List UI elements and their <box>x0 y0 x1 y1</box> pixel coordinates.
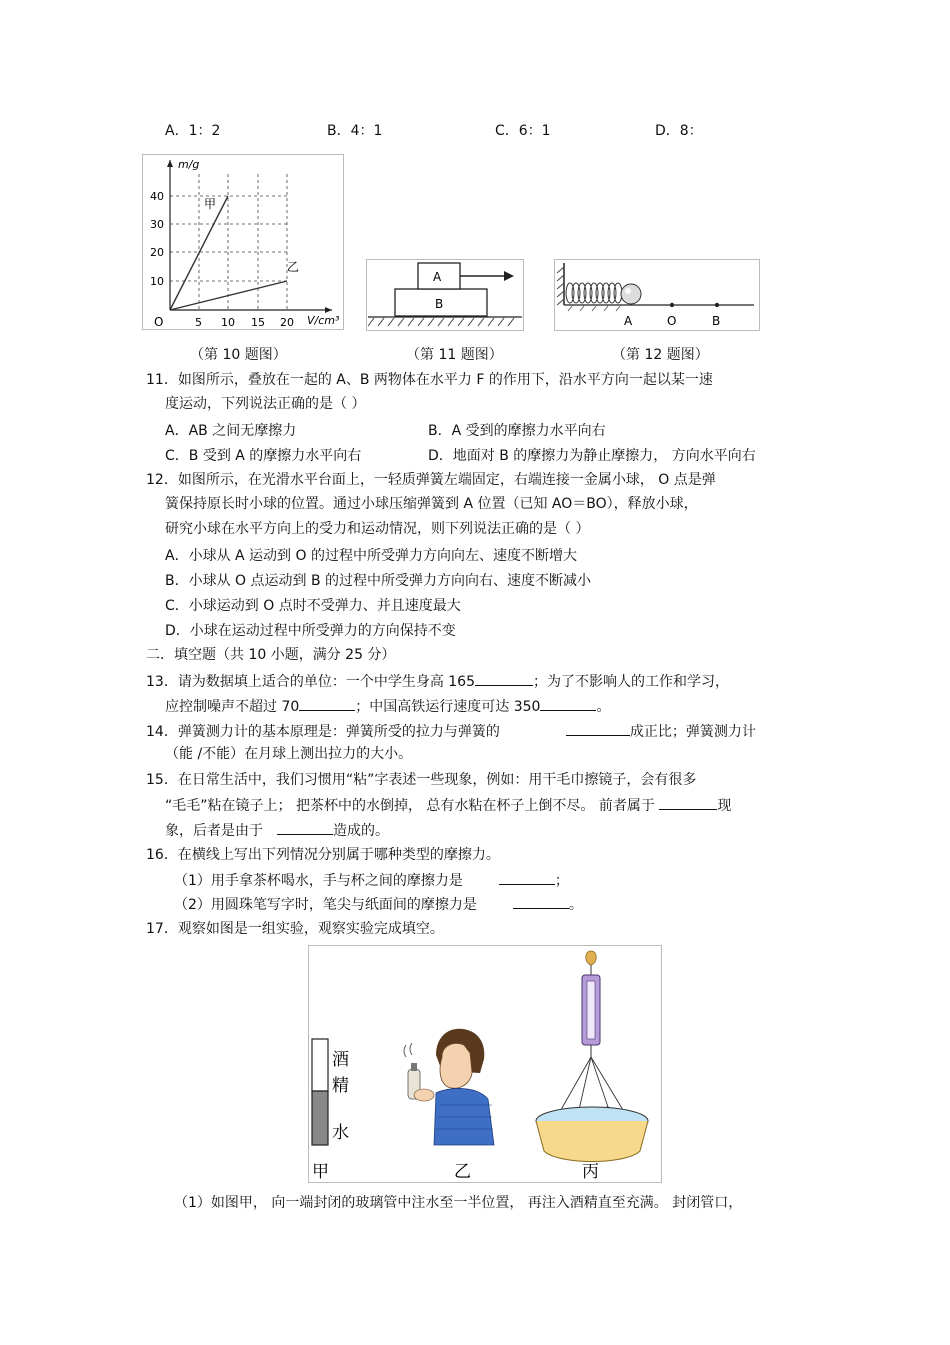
ball-highlight <box>625 288 631 294</box>
boy-face <box>440 1044 472 1089</box>
q13-blank-2[interactable] <box>299 696 355 711</box>
q11-option-b: B．A 受到的摩擦力水平向右 <box>428 423 606 439</box>
q16-blank-2[interactable] <box>513 894 569 909</box>
origin-label: O <box>154 315 164 329</box>
figure-border <box>555 260 760 331</box>
q12-option-d: D．小球在运动过程中所受弹力的方向保持不变 <box>165 623 456 639</box>
q14-text-1b: 成正比；弹簧测力计 <box>629 724 756 740</box>
q12-line-1: 12．如图所示，在光滑水平台面上，一轻质弹簧左端固定，右端连接一金属小球， O 点是弹 <box>146 472 716 488</box>
figure-11-blocks <box>366 259 524 331</box>
x-axis-label: V/cm³ <box>307 314 340 327</box>
q12-line-2: 簧保持原长时小球的位置。通过小球压缩弹簧到 A 位置（已知 AO＝BO），释放小球， <box>165 496 698 512</box>
label-fig-jia: 甲 <box>312 1162 329 1182</box>
spring-scale-window <box>587 981 595 1039</box>
x-tick-5: 5 <box>195 316 202 329</box>
q10-option-b: B．4：1 <box>327 123 383 139</box>
q13-line-2 <box>165 696 610 716</box>
caption-fig-10: （第 10 题图） <box>190 347 287 363</box>
q17-line-1: 17．观察如图是一组实验，观察实验完成填空。 <box>146 921 444 937</box>
q13-text-2a: 应控制噪声不超过 70 <box>165 699 300 715</box>
q13-text-1b: ；为了不影响人的工作和学习， <box>533 674 729 690</box>
tube-alcohol-part <box>312 1039 328 1091</box>
q16-line-2 <box>174 870 569 890</box>
q11-option-a: A．AB 之间无摩擦力 <box>165 423 297 439</box>
q13-blank-3[interactable] <box>540 696 596 711</box>
q11-line-1: 11．如图所示，叠放在一起的 A、B 两物体在水平力 F 的作用下，沿水平方向一起以某一速 <box>146 372 713 388</box>
metal-ball <box>621 284 641 304</box>
x-tick-20: 20 <box>280 316 294 329</box>
label-o: O <box>667 314 677 328</box>
x-tick-10: 10 <box>221 316 235 329</box>
label-a: A <box>624 314 633 328</box>
x-tick-15: 15 <box>251 316 265 329</box>
q16-line-3 <box>174 894 583 914</box>
bottle-cap <box>411 1063 417 1071</box>
block-a-label: A <box>433 270 442 284</box>
q13-line-1 <box>146 671 729 691</box>
q16-text-2a: （1）用手拿茶杯喝水，手与杯之间的摩擦力是 <box>174 873 463 889</box>
label-water: 水 <box>332 1123 349 1143</box>
q17-sub-1: （1）如图甲， 向一端封闭的玻璃管中注水至一半位置， 再注入酒精直至充满。 封闭管口， <box>174 1195 743 1211</box>
label-alcohol-2: 精 <box>332 1076 349 1096</box>
q12-option-a: A．小球从 A 运动到 O 的过程中所受弹力方向向左、速度不断增大 <box>165 548 577 564</box>
q11-option-d: D．地面对 B 的摩擦力为静止摩擦力， 方向水平向右 <box>428 448 756 464</box>
q16-text-3a: （2）用圆珠笔写字时，笔尖与纸面间的摩擦力是 <box>174 897 477 913</box>
q12-option-c: C．小球运动到 O 点时不受弹力、并且速度最大 <box>165 598 461 614</box>
figure-10-graph <box>142 154 344 330</box>
label-yi: 乙 <box>287 260 300 274</box>
q11-option-c: C．B 受到 A 的摩擦力水平向右 <box>165 448 362 464</box>
q15-text-2b: 现 <box>717 798 732 814</box>
caption-fig-12: （第 12 题图） <box>612 347 709 363</box>
figure-17-experiments <box>308 945 662 1183</box>
label-b: B <box>712 314 721 328</box>
point-o <box>670 303 674 307</box>
q13-text-2b: ；中国高铁运行速度可达 350 <box>355 699 541 715</box>
q12-option-b: B．小球从 O 点运动到 B 的过程中所受弹力方向向右、速度不断减小 <box>165 573 592 589</box>
y-tick-10: 10 <box>150 275 164 288</box>
q13-text-2c: 。 <box>596 699 611 715</box>
y-tick-30: 30 <box>150 218 164 231</box>
q11-line-2: 度运动，下列说法正确的是（ ） <box>165 396 366 412</box>
hanging-hand <box>586 951 597 965</box>
q16-text-3b: 。 <box>568 897 583 913</box>
q16-blank-1[interactable] <box>499 870 555 885</box>
figure-12-spring <box>554 259 760 331</box>
q13-text-1a: 13．请为数据填上适合的单位：一个中学生身高 165 <box>146 674 475 690</box>
q15-blank-1[interactable] <box>659 795 717 810</box>
label-jia: 甲 <box>204 197 217 211</box>
q16-line-1: 16．在横线上写出下列情况分别属于哪种类型的摩擦力。 <box>146 847 500 863</box>
q15-blank-2[interactable] <box>277 820 333 835</box>
boy-hand <box>414 1089 434 1101</box>
q15-line-2 <box>165 795 731 815</box>
q10-option-c: C．6：1 <box>495 123 551 139</box>
q14-line-2: （能 /不能）在月球上测出拉力的大小。 <box>165 746 413 762</box>
y-tick-40: 40 <box>150 190 164 203</box>
q14-text-1a: 14．弹簧测力计的基本原理是：弹簧所受的拉力与弹簧的 <box>146 724 500 740</box>
q10-option-a: A．1：2 <box>165 123 221 139</box>
q15-line-3 <box>165 820 389 840</box>
tube-water-part <box>312 1091 328 1145</box>
q14-line-1 <box>146 721 756 741</box>
point-b <box>715 303 719 307</box>
q15-line-1: 15．在日常生活中，我们习惯用“粘”字表述一些现象，例如：用干毛巾擦镜子，会有很多 <box>146 772 697 788</box>
q12-line-3: 研究小球在水平方向上的受力和运动情况，则下列说法正确的是（ ） <box>165 521 590 537</box>
section-fill-in-heading: 二．填空题（共 10 小题，满分 25 分） <box>146 647 396 663</box>
q10-option-d: D．8： <box>655 123 703 139</box>
q15-text-3b: 造成的。 <box>333 823 389 839</box>
q14-blank-1[interactable] <box>566 721 630 736</box>
label-fig-bing: 丙 <box>582 1162 599 1182</box>
q13-blank-1[interactable] <box>475 671 533 686</box>
y-axis-label: m/g <box>178 158 200 171</box>
block-b-label: B <box>435 297 444 311</box>
label-alcohol-1: 酒 <box>332 1050 349 1070</box>
q15-text-3a: 象，后者是由于 <box>165 823 263 839</box>
y-tick-20: 20 <box>150 246 164 259</box>
label-fig-yi: 乙 <box>454 1162 471 1182</box>
caption-fig-11: （第 11 题图） <box>406 347 503 363</box>
q15-text-2a: “毛毛”粘在镜子上； 把茶杯中的水倒掉， 总有水粘在杯子上倒不尽。 前者属于 <box>165 798 655 814</box>
q16-text-2b: ； <box>554 873 569 889</box>
water-basin <box>536 1121 648 1162</box>
